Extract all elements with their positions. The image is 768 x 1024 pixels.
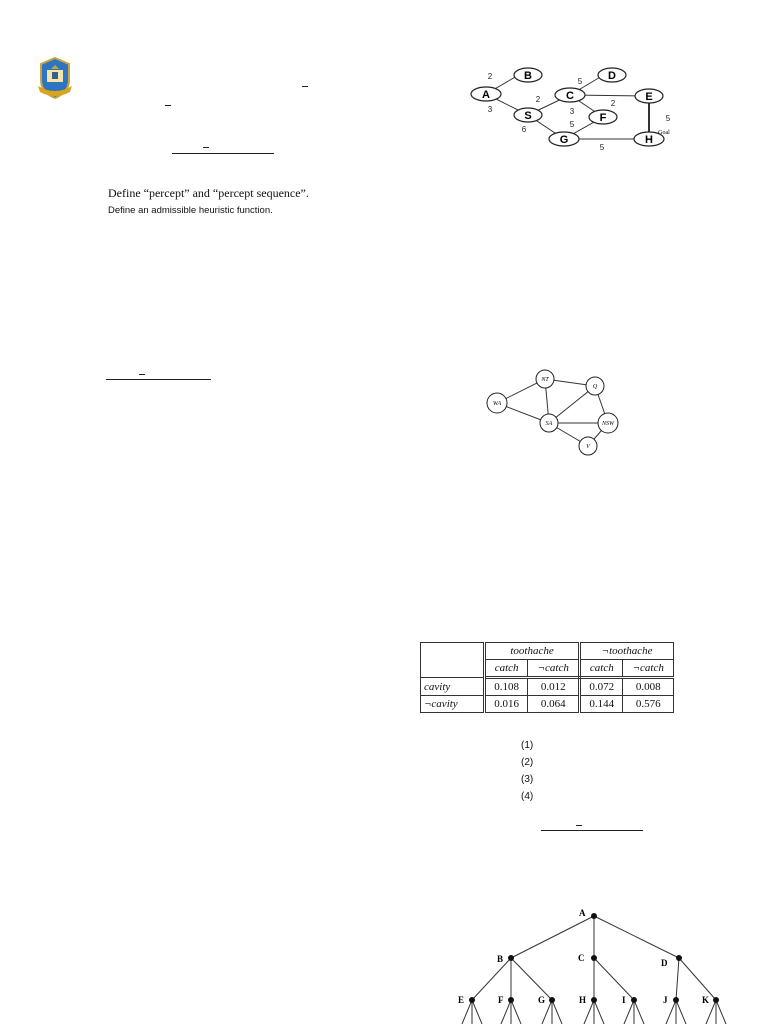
edge-weight: 3: [569, 107, 575, 116]
list-marker: (4): [521, 791, 534, 802]
graph-node-label: A: [482, 89, 490, 101]
graph-node-label: H: [645, 134, 653, 146]
header-mark: [302, 86, 308, 87]
edge-weight: 3: [487, 105, 493, 114]
table-cell: 0.008: [623, 678, 674, 696]
tree-node-label: E: [458, 995, 465, 1005]
game-tree-figure: [454, 906, 730, 1024]
section-rule-mark: [576, 825, 582, 826]
edge-weight: 5: [569, 120, 575, 129]
table-sub-header: catch: [580, 660, 623, 678]
search-graph-figure: [462, 64, 676, 154]
table-row: [421, 696, 674, 713]
table-corner: [421, 643, 485, 678]
graph-node-label: D: [608, 70, 616, 82]
tree-node-label: G: [538, 995, 546, 1005]
graph-node-label: G: [559, 134, 569, 146]
edge-weight: 5: [577, 77, 583, 86]
table-cell: 0.576: [623, 696, 674, 713]
tree-node-label: D: [661, 958, 668, 968]
table-cell: 0.072: [580, 678, 623, 696]
table-top-header: ¬toothache: [580, 643, 674, 660]
edge-weight: 2: [535, 95, 541, 104]
tree-node-label: I: [622, 995, 626, 1005]
section-rule: [106, 379, 211, 380]
graph-node-label: F: [599, 112, 607, 124]
section-rule-mark: [139, 374, 145, 375]
list-marker: (3): [521, 774, 534, 785]
table-sub-header: catch: [485, 660, 528, 678]
list-marker: (2): [521, 757, 534, 768]
edge-weight: 6: [521, 125, 527, 134]
table-cell: 0.012: [528, 678, 580, 696]
section-rule: [172, 153, 274, 154]
question-admissible-heuristic: Define an admissible heuristic function.: [108, 205, 273, 216]
edge-weight: 2: [487, 72, 493, 81]
question-percept: Define “percept” and “percept sequence”.: [108, 186, 309, 200]
section-rule: [541, 830, 643, 831]
tree-node-label: H: [579, 995, 587, 1005]
map-node-label: SA: [545, 421, 553, 427]
header-mark: [165, 105, 171, 106]
table-row: [421, 678, 674, 696]
graph-node-label: E: [645, 91, 653, 103]
map-node-label: WA: [492, 401, 502, 407]
tree-node-label: K: [702, 995, 710, 1005]
edge-weight: 5: [665, 114, 671, 123]
goal-label: Goal: [658, 130, 670, 136]
map-node-label: NT: [541, 377, 549, 383]
joint-probability-table: [420, 642, 674, 716]
map-node-label: V: [586, 444, 590, 450]
table-row-label: cavity: [421, 678, 485, 696]
list-marker: (1): [521, 740, 534, 751]
table-cell: 0.064: [528, 696, 580, 713]
map-coloring-graph: [484, 366, 620, 456]
graph-node-label: C: [566, 90, 574, 102]
table-cell: 0.108: [485, 678, 528, 696]
university-crest-logo: [36, 56, 74, 100]
tree-node-label: J: [663, 995, 668, 1005]
graph-node-label: B: [524, 70, 532, 82]
graph-node-label: S: [524, 110, 532, 122]
tree-node-label: C: [578, 953, 585, 963]
tree-node-label: A: [579, 908, 586, 918]
map-node-label: NSW: [602, 421, 614, 427]
map-node-label: Q: [592, 384, 598, 390]
edge-weight: 2: [610, 99, 616, 108]
edge-weight: 5: [599, 143, 605, 152]
section-rule-mark: [203, 147, 209, 148]
table-sub-header: ¬catch: [528, 660, 580, 678]
table-sub-header: ¬catch: [623, 660, 674, 678]
table-top-header: toothache: [485, 643, 580, 660]
table-row-label: ¬cavity: [421, 696, 485, 713]
tree-node-label: B: [497, 954, 504, 964]
tree-node-label: F: [498, 995, 504, 1005]
table-cell: 0.016: [485, 696, 528, 713]
table-cell: 0.144: [580, 696, 623, 713]
